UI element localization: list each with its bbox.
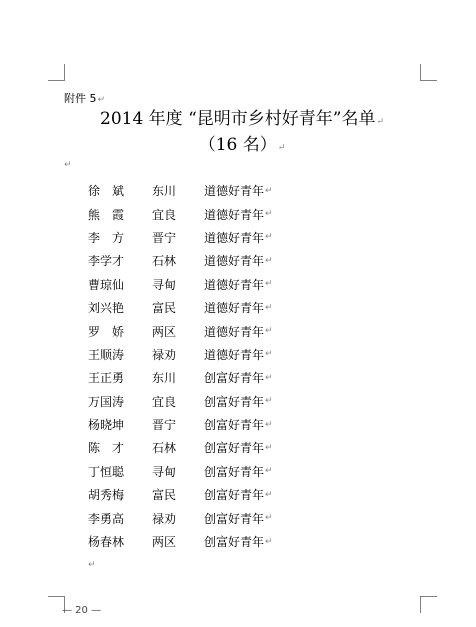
entry-name: 徐斌 [88,184,137,199]
paragraph-mark-icon: ↵ [265,442,273,453]
entry-category: 道德好青年 [204,347,265,362]
entry-category: 创富好青年 [204,511,265,526]
entry-category: 创富好青年 [204,394,265,409]
entry-category: 创富好青年 [204,441,265,456]
list-item [88,179,273,202]
list-item [88,436,273,459]
entry-category: 创富好青年 [204,371,265,386]
paragraph-mark-icon: ↵ [277,143,286,153]
entry-region: 禄劝 [152,511,177,526]
attachment-text: 附件 5 [64,92,97,105]
entry-category: 创富好青年 [204,535,265,550]
name-list [88,179,273,553]
entry-name: 杨晓坤 [88,418,125,433]
margin-corner-bottom-right [420,596,437,613]
list-item [88,249,273,272]
margin-corner-top-left [48,64,65,81]
entry-region: 东川 [152,371,177,386]
entry-category: 创富好青年 [204,418,265,433]
entry-category: 道德好青年 [204,207,265,222]
list-item [88,390,273,413]
entry-region: 石林 [152,254,177,269]
entry-name: 胡秀梅 [88,488,125,503]
list-item [88,483,273,506]
entry-name: 罗娇 [88,324,137,339]
title-text: 2014 年度 “昆明市乡村好青年”名单 [100,109,376,129]
list-item [88,366,273,389]
entry-category: 道德好青年 [204,254,265,269]
entry-region: 两区 [152,535,177,550]
paragraph-mark-icon: ↵ [97,95,106,105]
list-item [88,226,273,249]
list-item [88,506,273,529]
entry-region: 禄劝 [152,347,177,362]
list-item [88,343,273,366]
paragraph-mark-icon: ↵ [265,279,273,290]
entry-name: 熊霞 [88,207,137,222]
entry-name: 陈才 [88,441,137,456]
entry-region: 宜良 [152,207,177,222]
paragraph-mark-icon: ↵ [64,160,72,170]
paragraph-mark-icon: ↵ [265,513,273,524]
entry-region: 两区 [152,324,177,339]
entry-region: 富民 [152,301,177,316]
list-item [88,530,273,553]
paragraph-mark-icon: ↵ [265,349,273,360]
entry-name: 杨春林 [88,535,125,550]
entry-region: 宜良 [152,394,177,409]
list-item [88,460,273,483]
entry-name: 李方 [88,230,137,245]
entry-name: 丁恒聪 [88,464,125,479]
paragraph-mark-icon: ↵ [265,302,273,313]
entry-region: 寻甸 [152,277,177,292]
paragraph-mark-icon: ↵ [265,232,273,243]
paragraph-mark-icon: ↵ [265,489,273,500]
entry-category: 道德好青年 [204,184,265,199]
list-item [88,202,273,225]
list-item [88,296,273,319]
entry-category: 创富好青年 [204,464,265,479]
paragraph-mark-icon: ↵ [88,560,96,570]
entry-region: 东川 [152,184,177,199]
paragraph-mark-icon: ↵ [376,117,384,127]
entry-name: 李学才 [88,254,125,269]
entry-name: 曹琼仙 [88,277,125,292]
paragraph-mark-icon: ↵ [265,209,273,220]
paragraph-mark-icon: ↵ [265,419,273,430]
entry-category: 道德好青年 [204,324,265,339]
entry-name: 王正勇 [88,371,125,386]
margin-corner-top-right [420,64,437,81]
entry-category: 道德好青年 [204,301,265,316]
entry-category: 道德好青年 [204,277,265,292]
entry-name: 李勇高 [88,511,125,526]
paragraph-mark-icon: ↵ [265,536,273,547]
list-item [88,319,273,342]
list-item [88,413,273,436]
entry-region: 晋宁 [152,418,177,433]
entry-name: 王顺涛 [88,347,125,362]
paragraph-mark-icon: ↵ [265,255,273,266]
paragraph-mark-icon: ↵ [265,396,273,407]
document-title [64,108,420,133]
list-item [88,273,273,296]
attachment-label [64,92,105,107]
paragraph-mark-icon: ↵ [265,466,273,477]
entry-region: 石林 [152,441,177,456]
entry-category: 创富好青年 [204,488,265,503]
page-number: — 20 — [62,605,102,616]
entry-region: 富民 [152,488,177,503]
entry-region: 寻甸 [152,464,177,479]
entry-category: 道德好青年 [204,230,265,245]
subtitle-text: （16 名） [198,135,277,155]
entry-name: 万国涛 [88,394,125,409]
entry-region: 晋宁 [152,230,177,245]
entry-name: 刘兴艳 [88,301,125,316]
paragraph-mark-icon: ↵ [265,185,273,196]
paragraph-mark-icon: ↵ [265,372,273,383]
document-subtitle [64,134,420,159]
paragraph-mark-icon: ↵ [265,326,273,337]
